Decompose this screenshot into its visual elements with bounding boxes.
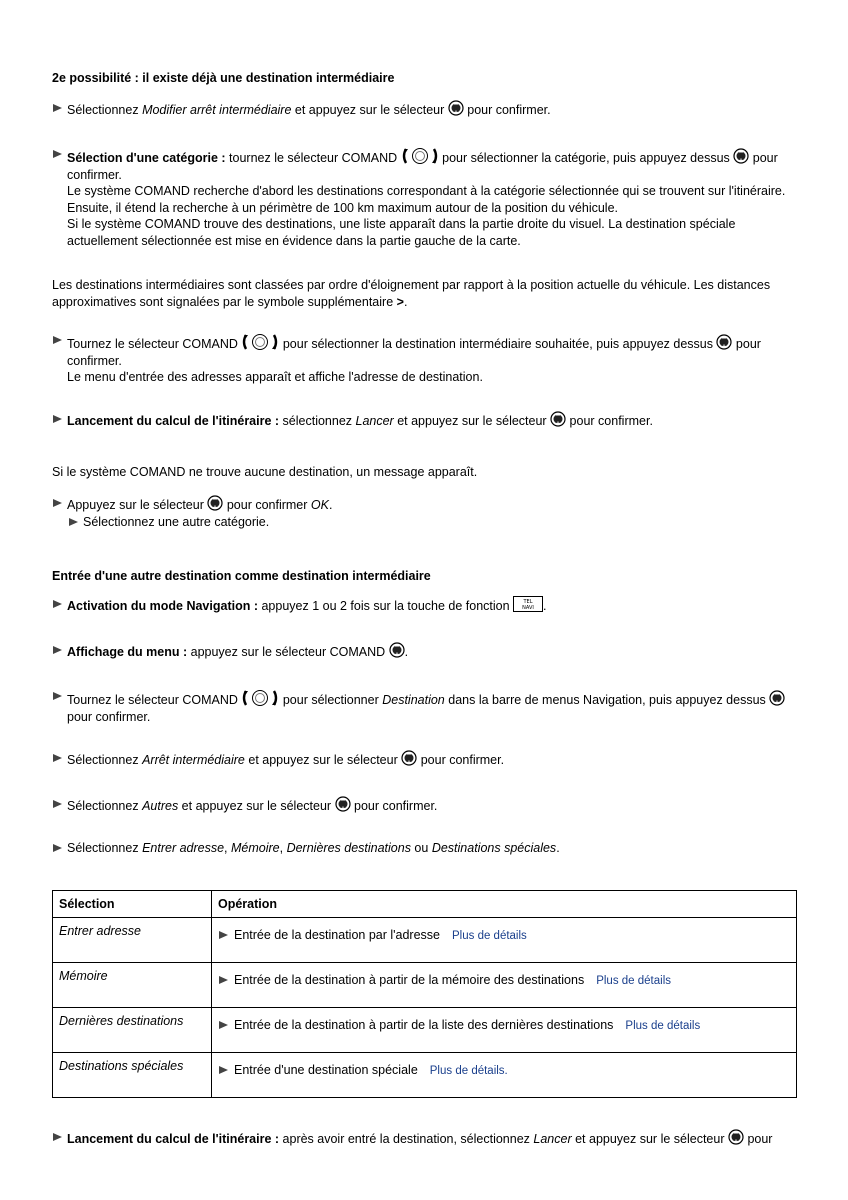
step-activate-navigation: Activation du mode Navigation : appuyez 1 ou 2 fois sur la touche de fonction TEL NAVI . [52,596,797,615]
operation-cell: Entrée de la destination à partir de la mémoire des destinations Plus de détails [212,963,797,1008]
heading-existing-stop: 2e possibilité : il existe déjà une destination intermédiaire [52,71,395,85]
step-confirm-ok: Appuyez sur le sélecteur pour confirmer OK. [52,495,797,514]
press-selector-icon [550,411,566,427]
table-row [53,963,797,1008]
table-row [53,1008,797,1053]
operation-cell: Entrée de la destination à partir de la liste des dernières destinations Plus de détails [212,1008,797,1053]
ordering-paragraph: Les destinations intermédiaires sont classées par ordre d'éloignement par rapport à la position actuelle du véhicule. Les distances approximatives sont signalées par le symbole supplémentaire >. [52,278,771,309]
step-intermediate-stop: Sélectionnez Arrêt intermédiaire et appuyez sur le sélecteur pour confirmer. [52,750,797,769]
svg-text:TEL: TEL [523,599,533,605]
selection-operation-table [52,890,797,1098]
step-select-stop: Tournez le sélecteur COMAND pour sélectionner la destination intermédiaire souhaitée, puis appuyez dessus pour confirmer. Le menu d'entrée des adresses apparaît et affiche l'adresse de destination. [52,332,797,386]
details-link[interactable]: Plus de détails [596,975,671,987]
step-select-entry-method: Sélectionnez Entrer adresse, Mémoire, Dernières destinations ou Destinations spéciales. [52,840,797,857]
navi-function-key-icon [513,596,543,612]
press-selector-icon [733,148,749,164]
step-start-route-final: Lancement du calcul de l'itinéraire : après avoir entré la destination, sélectionnez Lancer et appuyez sur le sélecteur pour [52,1129,797,1148]
category-result-note: Si le système COMAND trouve des destinations, une liste apparaît dans la partie droite du visuel. La destination spéciale actuellement sélectionnée est mise en évidence dans la partie gauche de la carte. [67,217,736,248]
press-selector-icon [207,495,223,511]
svg-text:NAVI: NAVI [522,605,534,611]
press-selector-icon [335,796,351,812]
rotate-selector-icon [241,332,279,350]
operation-cell: Entrée de la destination par l'adresse Plus de détails [212,918,797,963]
details-link[interactable]: Plus de détails. [429,1065,508,1077]
no-destination-paragraph: Si le système COMAND ne trouve aucune destination, un message apparaît. [52,465,478,479]
table-row [53,1053,797,1098]
step-show-menu: Affichage du menu : appuyez sur le sélecteur COMAND . [52,642,797,661]
selection-cell: Entrer adresse [53,918,212,963]
selection-cell: Destinations spéciales [53,1053,212,1098]
column-header-operation: Opération [212,891,797,918]
address-menu-note: Le menu d'entrée des adresses apparaît et affiche l'adresse de destination. [67,370,483,384]
press-selector-icon [448,100,464,116]
step-select-destination: Tournez le sélecteur COMAND pour sélectionner Destination dans la barre de menus Navigation, puis appuyez dessus pour confirmer. [52,688,797,725]
step-modify-stop: Sélectionnez Modifier arrêt intermédiaire et appuyez sur le sélecteur pour confirmer. [52,100,797,119]
rotate-selector-icon [241,688,279,706]
step-start-route: Lancement du calcul de l'itinéraire : sélectionnez Lancer et appuyez sur le sélecteur pour confirmer. [52,411,797,430]
press-selector-icon [728,1129,744,1145]
table-row [53,918,797,963]
press-selector-icon [769,690,785,706]
operation-cell: Entrée d'une destination spéciale Plus de détails. [212,1053,797,1098]
details-link[interactable]: Plus de détails [625,1020,701,1032]
step-other-category: Sélectionnez une autre catégorie. [68,514,797,531]
rotate-selector-icon [401,146,439,164]
category-search-note: Le système COMAND recherche d'abord les destinations correspondant à la catégorie sélectionnée qui se trouvent sur l'itinéraire. Ensuite, il étend la recherche à un périmètre de 100 km maximum autour de la position du véhicule. [67,184,786,215]
heading-other-destination: Entrée d'une autre destination comme destination intermédiaire [52,569,431,583]
step-select-category: Sélection d'une catégorie : tournez le sélecteur COMAND pour sélectionner la catégorie, puis appuyez dessus pour confirmer. Le système COMAND recherche d'abord les destinations correspondant à la catégorie sélectionnée qui se trouvent sur l'itinéraire. Ensuite, il étend la recherche à un périmètre de 100 km maximum autour de la position du véhicule. Si le système COMAND trouve des destinations, une liste apparaît dans la partie droite du visuel. La destination spéciale actuellement sélectionnée est mise en évidence dans la partie gauche de la carte. [52,146,797,249]
selection-cell: Dernières destinations [53,1008,212,1053]
selection-cell: Mémoire [53,963,212,1008]
table-header-row [53,891,797,918]
press-selector-icon [716,334,732,350]
details-link[interactable]: Plus de détails [452,930,527,942]
press-selector-icon [389,642,405,658]
press-selector-icon [401,750,417,766]
column-header-selection: Sélection [53,891,212,918]
step-others: Sélectionnez Autres et appuyez sur le sélecteur pour confirmer. [52,796,797,815]
